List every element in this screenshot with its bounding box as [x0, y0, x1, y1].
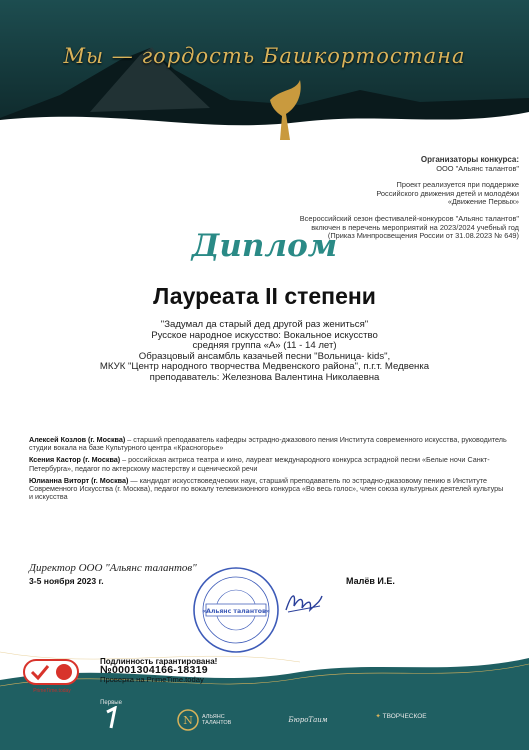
mountain-landscape-image: [0, 0, 529, 140]
guarantee-label: Подлинность гарантирована!: [100, 657, 218, 666]
handwritten-signature: [282, 588, 326, 618]
event-date: 3-5 ноября 2023 г.: [29, 576, 104, 586]
season-line-2: включен в перечень мероприятий на 2023/2024 учебный год: [311, 222, 519, 232]
support-line-2: Российского движения детей и молодёжи: [376, 188, 519, 198]
category: Русское народное искусство: Вокальное искусство: [151, 329, 378, 341]
stamp-text: «Альянс талантов»: [202, 608, 270, 615]
teacher-name: преподаватель: Железнова Валентина Николаевна: [149, 371, 380, 383]
diploma-title: Диплом: [191, 228, 338, 264]
organizers-heading: Организаторы конкурса:: [420, 155, 519, 164]
svg-text:N: N: [183, 714, 193, 727]
header-banner: [0, 0, 529, 140]
slogan: Мы — гордость Башкортостана: [63, 44, 466, 68]
season-line-3: (Приказ Минпросвещения России от 31.08.2023 № 649): [327, 231, 519, 241]
season-line-1: Всероссийский сезон фестивалей-конкурсов "Альянс талантов": [299, 213, 519, 223]
institution-name: МКУК "Центр народного творчества Медвенского района", п.г.т. Медвенка: [99, 361, 430, 373]
number-one-icon: [103, 706, 119, 730]
official-stamp: [192, 566, 280, 654]
director-title: Директор ООО "Альянс талантов": [29, 562, 197, 574]
award-details: [60, 320, 469, 384]
certificate-number: №0001304166-18319: [100, 664, 208, 676]
organizer-name: ООО "Альянс талантов": [436, 163, 519, 173]
song-title: "Задумал да старый дед другой раз жениться": [160, 319, 369, 330]
jury-member: Ксения Кастор (г. Москва) – российская актриса театра и кино, лауреат международного конкурса эстрадной песни «Белые ночи Санкт-Петербурга», педагог по актерскому мастерству и сценической речи: [29, 455, 490, 473]
support-line-1: Проект реализуется при поддержке: [396, 180, 519, 190]
primetime-logo: [22, 656, 82, 688]
jury-member: Алексей Козлов (г. Москва) – старший преподаватель кафедры эстрадно-джазового пения Института современного искусства, руководитель студии вокала на базе Культурного центра «Красногорье»: [29, 435, 507, 453]
support-line-3: «Движение Первых»: [447, 197, 519, 207]
creative-logo: ✦ ТВОРЧЕСКОЕ: [375, 713, 427, 720]
age-group: средняя группа «A» (11 - 14 лет): [192, 340, 337, 352]
star-icon: ✦: [375, 713, 381, 720]
verification-link[interactable]: Проверка на PrimeTime.today: [100, 675, 204, 684]
signer-name: Малёв И.Е.: [346, 576, 395, 586]
jury-member: Юлианна Виторт (г. Москва) — кандидат искусствоведческих наук, старший преподаватель по эстрадно-джазовому пению в Институте Современного Искусства (г. Москва), педагог по вокалу телевизионного конкурса «Во весь голос», член союза культурных деятелей культуры и искусства: [29, 475, 504, 502]
jury-list: [29, 436, 509, 505]
pervye-logo: Первые: [96, 700, 126, 732]
laureate-degree: Лауреата II степени: [153, 283, 376, 309]
ensemble-name: Образцовый ансамбль казачьей песни "Вольница- kids",: [138, 350, 391, 362]
alliance-emblem-icon: [176, 708, 200, 732]
bureau-logo: БюроТаим: [288, 716, 328, 724]
primetime-label: PrimeTime.today: [33, 688, 71, 694]
verification-block: [100, 657, 217, 684]
